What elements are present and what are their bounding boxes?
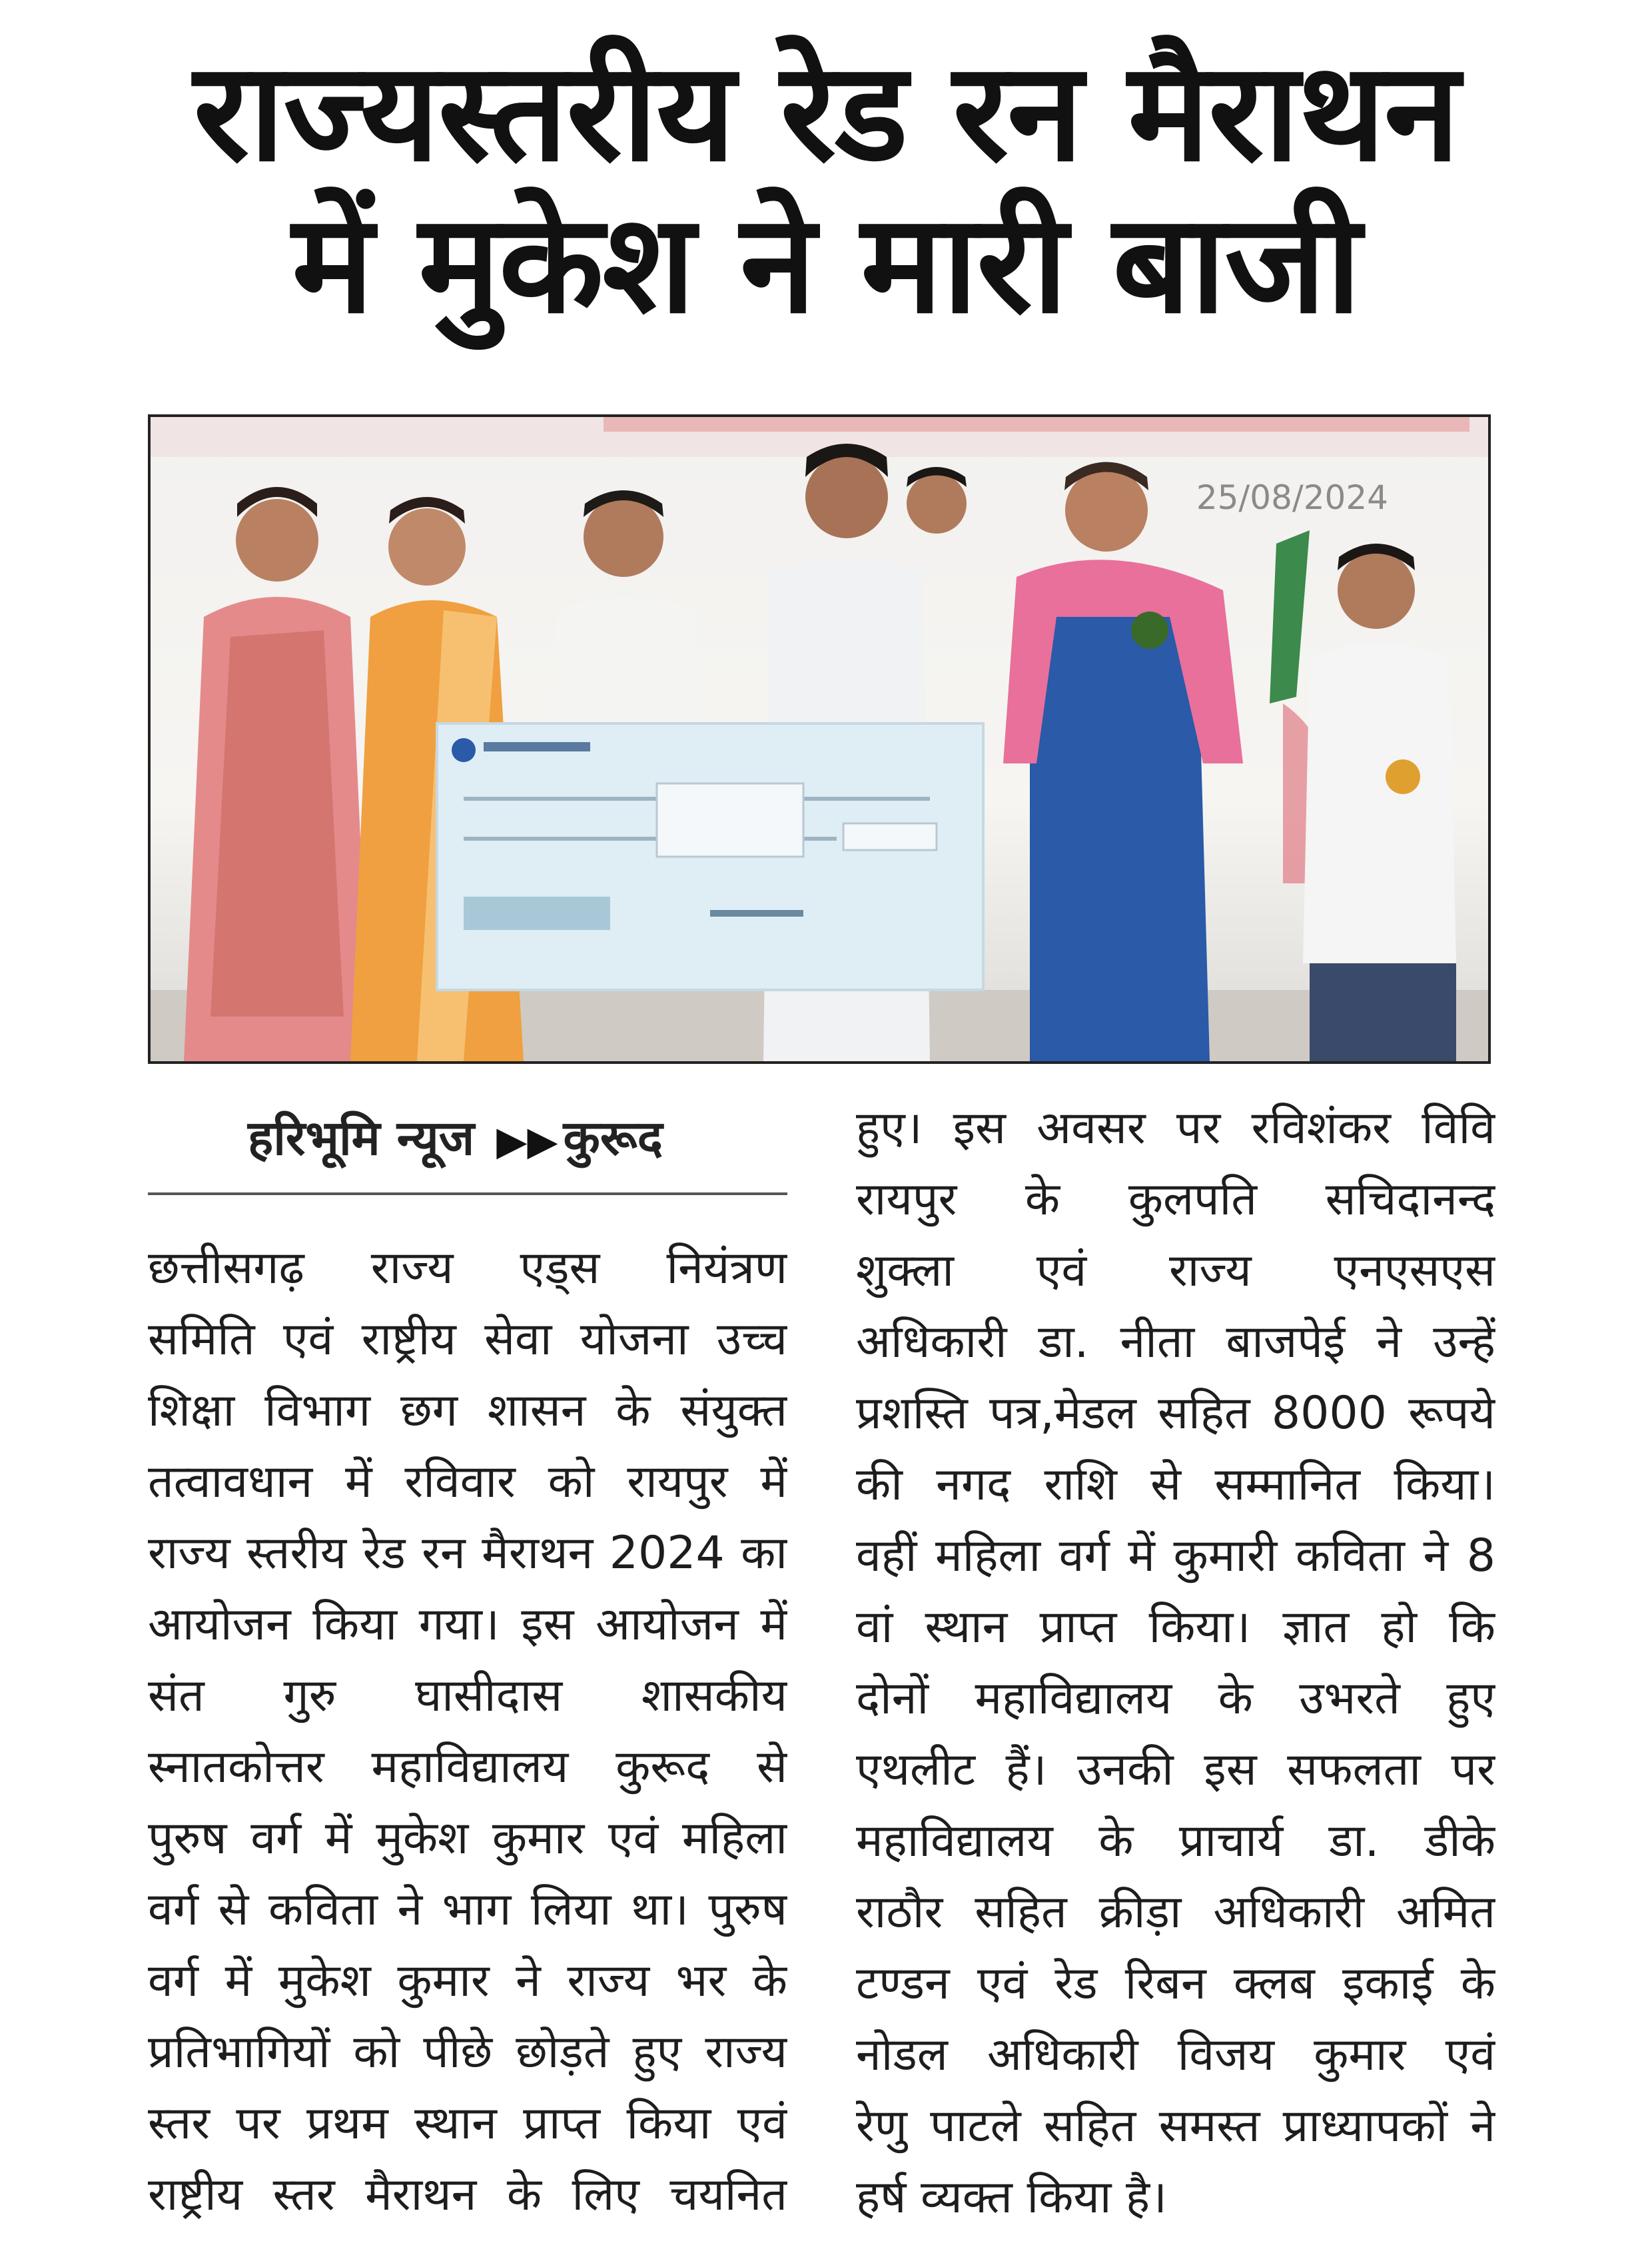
headline-line-1: राज्यस्तरीय रेड रन मैराथन [193,33,1459,192]
article-line: प्रशस्ति पत्र,मेडल सहित 8000 रूपये [856,1387,1495,1440]
article-line: राष्ट्रीय स्तर मैराथन के लिए चयनित [148,2168,787,2221]
article-line: तत्वावधान में रविवार को रायपुर में [148,1456,787,1508]
article-line: की नगद राशि से सम्मानित किया। [856,1458,1495,1511]
photo-date-text: 25/08/2024 [1196,478,1388,517]
article-line: प्रतिभागियों को पीछे छोड़ते हुए राज्य [148,2026,787,2078]
person-6 [1003,462,1243,1062]
headline-line-2: में मुकेश ने मारी बाजी [292,185,1360,344]
person-1 [184,487,370,1061]
article-line: पुरुष वर्ग में मुकेश कुमार एवं महिला [148,1812,787,1865]
article-line: रेणु पाटले सहित समस्त प्राध्यापकों ने [856,2100,1495,2152]
article-line: वहीं महिला वर्ग में कुमारी कविता ने 8 [856,1530,1495,1582]
article-line: शुक्ला एवं राज्य एनएसएस [856,1244,1495,1297]
article-line: छत्तीसगढ़ राज्य एड्स नियंत्रण [148,1242,787,1294]
article-column-left [148,1232,787,2230]
news-photo [148,414,1491,1064]
byline-divider [148,1192,787,1195]
article-line: राज्य स्तरीय रेड रन मैराथन 2024 का [148,1527,787,1579]
article-line: आयोजन किया गया। इस आयोजन में [148,1598,787,1651]
article-line: अधिकारी डा. नीता बाजपेई ने उन्हें [856,1316,1495,1368]
article-line: समिति एवं राष्ट्रीय सेवा योजना उच्च [148,1313,787,1366]
article-line: दोनों महाविद्यालय के उभरते हुए [856,1672,1495,1725]
byline-source: हरिभूमि न्यूज [248,1110,475,1166]
article-line: संत गुरु घासीदास शासकीय [148,1669,787,1722]
headline [0,33,1652,344]
article-line: रायपुर के कुलपति सचिदानन्द [856,1173,1495,1226]
byline-place: कुरूद [563,1110,663,1166]
person-7 [1303,544,1456,1061]
article-line: वर्ग से कविता ने भाग लिया था। पुरुष [148,1883,787,1936]
article-line: स्तर पर प्रथम स्थान प्राप्त किया एवं [148,2097,787,2150]
banner-green-shape [1270,530,1310,703]
big-cheque [437,723,983,990]
article-line: वां स्थान प्राप्त किया। ज्ञात हो कि [856,1601,1495,1653]
article-line: महाविद्यालय के प्राचार्य डा. डीके [856,1815,1495,1867]
article-line: राठौर सहित क्रीड़ा अधिकारी अमित [856,1886,1495,1939]
article-line: नोडल अधिकारी विजय कुमार एवं [856,2028,1495,2081]
article-line: शिक्षा विभाग छग शासन के संयुक्त [148,1384,787,1437]
article-line: वर्ग में मुकेश कुमार ने राज्य भर के [148,1955,787,2007]
article-line: एथलीट हैं। उनकी इस सफलता पर [856,1743,1495,1796]
article-line: हर्ष व्यक्त किया है। [856,2171,1167,2224]
article-column-right [856,1093,1495,2233]
article-line: हुए। इस अवसर पर रविशंकर विवि [856,1102,1495,1154]
byline-arrow-icon: ▶▶ [496,1118,558,1164]
person-5 [907,467,967,534]
byline [148,1106,787,1173]
article-line: टण्डन एवं रेड रिबन क्लब इकाई के [856,1957,1495,2010]
banner-text-shape [604,417,1469,432]
article-line: स्नातकोत्तर महाविद्यालय कुरूद से [148,1741,787,1793]
